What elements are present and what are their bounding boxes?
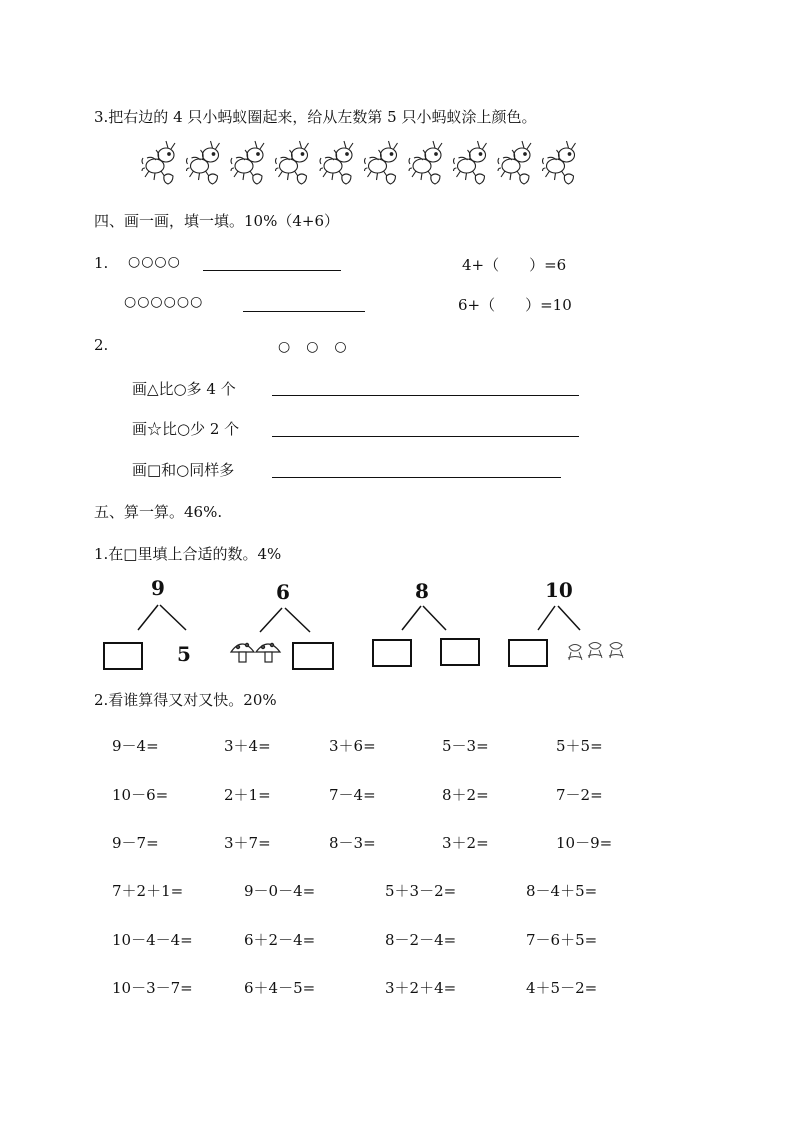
tree-1 — [104, 605, 186, 669]
ant-icon[interactable] — [231, 141, 264, 184]
calc-item: 7－6＋5= — [526, 931, 598, 949]
q4-1-label: 1. — [94, 254, 109, 272]
calc-item: 7＋2＋1= — [112, 882, 184, 900]
calc-item: 8－2－4= — [385, 931, 457, 949]
ant-icon[interactable] — [365, 141, 398, 184]
answer-line[interactable] — [243, 311, 365, 312]
q4-2-label: 2. — [94, 336, 109, 354]
calc-item: 6＋4－5= — [244, 979, 316, 997]
figure-icon — [568, 643, 623, 661]
answer-line[interactable] — [272, 395, 579, 396]
q5-2-instruction: 2.看谁算得又对又快。20% — [94, 691, 277, 709]
tree-right-number: 5 — [177, 642, 191, 666]
answer-box[interactable] — [441, 639, 479, 665]
ant-icon[interactable] — [454, 141, 487, 184]
tree-4 — [509, 606, 623, 666]
calc-item: 6＋2－4= — [244, 931, 316, 949]
calc-item: 5－3= — [442, 737, 489, 755]
circle-row-1: ○○○○ — [128, 254, 181, 270]
calc-item: 7－2= — [556, 786, 603, 804]
calc-item: 10－6= — [112, 786, 169, 804]
draw-triangle-label: 画△比○多 4 个 — [132, 380, 236, 398]
calc-item: 3＋6= — [329, 737, 376, 755]
ant-icon[interactable] — [320, 141, 353, 184]
calc-item: 8－3= — [329, 834, 376, 852]
draw-square-label: 画□和○同样多 — [132, 461, 235, 479]
calc-item: 5＋3－2= — [385, 882, 457, 900]
calc-item: 10－9= — [556, 834, 613, 852]
calc-item: 4＋5－2= — [526, 979, 598, 997]
tree-3 — [373, 606, 479, 666]
ant-icon[interactable] — [498, 141, 531, 184]
q3-instruction: 3.把右边的 4 只小蚂蚁圈起来，给从左数第 5 只小蚂蚁涂上颜色。 — [94, 108, 537, 126]
ant-icon[interactable] — [187, 141, 220, 184]
tree-top-number: 6 — [276, 580, 290, 604]
answer-box[interactable] — [104, 643, 142, 669]
ant-icon[interactable] — [543, 141, 576, 184]
answer-line[interactable] — [272, 477, 561, 478]
calc-item: 3＋7= — [224, 834, 271, 852]
answer-box[interactable] — [373, 640, 411, 666]
circle-row-2: ○○○○○○ — [124, 294, 204, 310]
calc-item: 9－0－4= — [244, 882, 316, 900]
section-4-title: 四、画一画，填一填。10%（4+6） — [94, 212, 339, 230]
draw-star-label: 画☆比○少 2 个 — [132, 420, 240, 438]
answer-line[interactable] — [203, 270, 341, 271]
answer-box[interactable] — [509, 640, 547, 666]
calc-item: 5＋5= — [556, 737, 603, 755]
calc-item: 3＋2= — [442, 834, 489, 852]
calc-item: 3＋4= — [224, 737, 271, 755]
calc-item: 8－4＋5= — [526, 882, 598, 900]
calc-item: 10－4－4= — [112, 931, 193, 949]
equation-1: 4+（ ）=6 — [462, 256, 567, 274]
calc-item: 3＋2＋4= — [385, 979, 457, 997]
tree-top-number: 8 — [415, 579, 429, 603]
equation-2: 6+（ ）=10 — [458, 296, 572, 314]
section-5-title: 五、算一算。46%. — [94, 503, 223, 521]
calc-item: 7－4= — [329, 786, 376, 804]
ant-icon[interactable] — [276, 141, 309, 184]
calc-item: 9－4= — [112, 737, 159, 755]
tree-top-number: 9 — [151, 576, 165, 600]
calc-item: 9－7= — [112, 834, 159, 852]
ant-row — [142, 141, 576, 184]
calc-item: 2＋1= — [224, 786, 271, 804]
answer-box[interactable] — [293, 643, 333, 669]
ant-icon[interactable] — [409, 141, 442, 184]
q5-1-instruction: 1.在□里填上合适的数。4% — [94, 545, 282, 563]
mushroom-icon — [231, 643, 280, 662]
ant-icon[interactable] — [142, 141, 175, 184]
circle-row-3: ○ ○ ○ — [278, 339, 348, 355]
answer-line[interactable] — [272, 436, 579, 437]
calc-item: 8＋2= — [442, 786, 489, 804]
tree-2 — [231, 608, 333, 669]
tree-top-number: 10 — [545, 578, 573, 602]
calc-item: 10－3－7= — [112, 979, 193, 997]
